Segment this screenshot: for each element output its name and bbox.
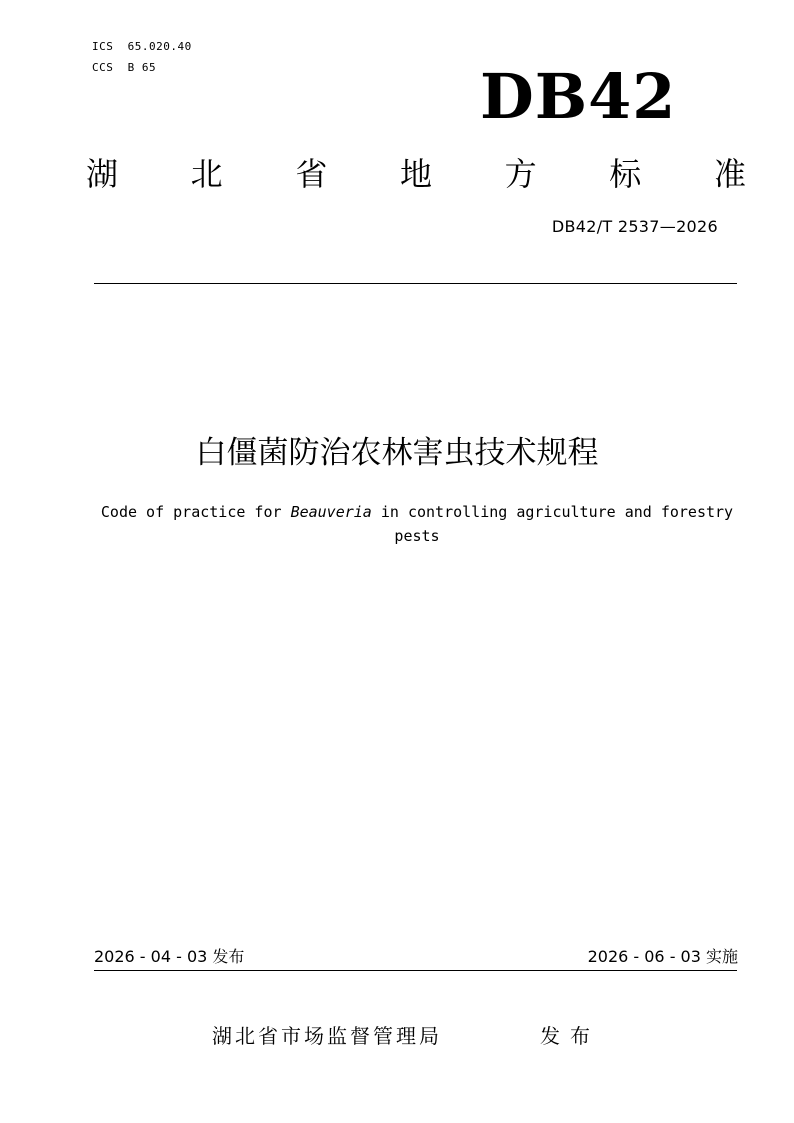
header-divider <box>94 283 737 284</box>
implement-date: 2026 - 06 - 03 实施 <box>587 947 738 966</box>
issue-label: 发布 <box>540 1024 600 1048</box>
standard-type-char: 湖 <box>86 155 119 193</box>
standard-type-char: 准 <box>713 155 746 193</box>
issuing-authority: 湖北省市场监督管理局 <box>212 1024 442 1048</box>
standard-type-char: 北 <box>190 155 223 193</box>
standard-type <box>86 152 746 196</box>
ics-code: ICS 65.020.40 <box>92 40 192 53</box>
standard-type-char: 地 <box>399 155 432 193</box>
ccs-code: CCS B 65 <box>92 61 157 74</box>
standard-type-char: 标 <box>609 155 642 193</box>
title-english-suffix: in controlling agriculture and forestry pests <box>371 503 734 545</box>
title-english-genus: Beauveria <box>290 503 372 521</box>
standard-type-char: 省 <box>295 155 328 193</box>
standard-logo: DB42 <box>480 60 677 133</box>
standard-number: DB42/T 2537—2026 <box>551 217 718 236</box>
publish-date: 2026 - 04 - 03 发布 <box>94 947 245 966</box>
title-english-prefix: Code of practice for <box>100 503 291 521</box>
document-title-chinese: 白僵菌防治农林害虫技术规程 <box>195 435 599 471</box>
document-title-english <box>90 500 744 548</box>
footer-divider <box>94 970 737 971</box>
standard-type-char: 方 <box>504 155 537 193</box>
